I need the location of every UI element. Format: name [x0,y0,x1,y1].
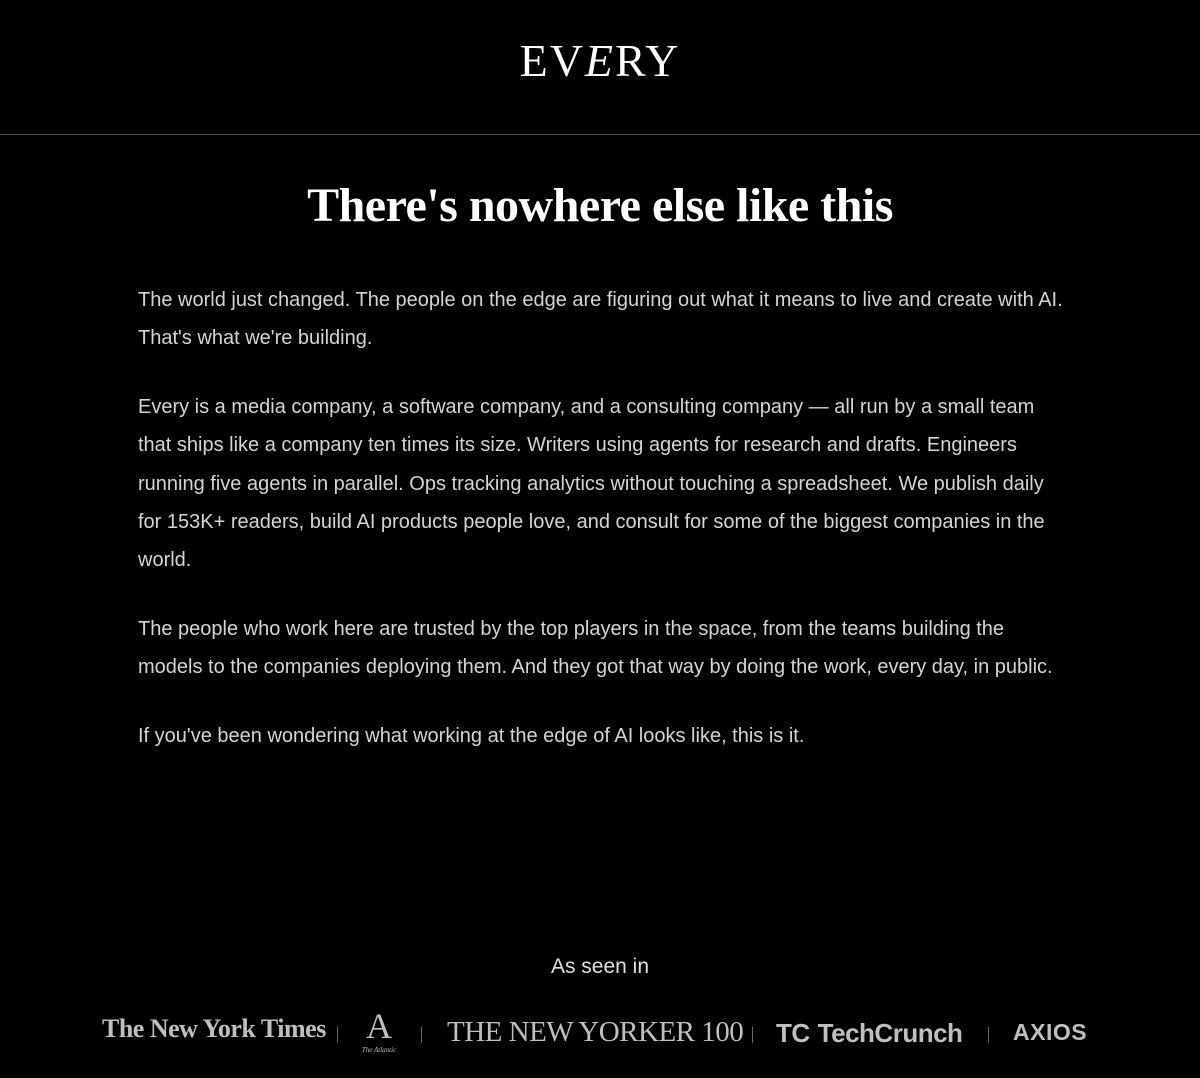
nyt-logo: The New York Times [102,1014,326,1043]
paragraph-intro: The world just changed. The people on the edge are figuring out what it means to live and create with AI. That's what we're building. [138,289,1063,350]
atlantic-logo [358,1008,400,1054]
site-header [0,0,1200,135]
techcrunch-name: TechCrunch [817,1018,963,1048]
paragraph-people: The people who work here are trusted by the top players in the space, from the teams building the models to the companies deploying them. And they got that way by doing the work, every day, in public. [138,617,1053,679]
techcrunch-mark-icon: TC [776,1018,810,1048]
every-logo[interactable] [0,35,1200,87]
press-logos [0,1006,1200,1060]
atlantic-logo-mark: A [366,1006,392,1046]
press-divider [988,1027,989,1043]
logo-text-start: EV [519,35,585,86]
paragraph-company: Every is a media company, a software company, and a consulting company — all run by a small team that ships like a company ten times its size. Writers using agents for research and drafts. Engineers running five agents in parallel. Ops tracking analytics without touching a spreadsheet. We publish daily for 153K+ readers, build AI products people love, and consult for some of the biggest companies in the world. [138,395,1045,572]
page-headline: There's nowhere else like this [307,179,893,232]
techcrunch-logo [776,1018,962,1049]
press-divider [752,1027,753,1043]
press-divider [337,1027,338,1043]
atlantic-logo-name: The Atlantic [361,1046,397,1054]
press-divider [421,1027,422,1043]
logo-text-alt: E [584,35,616,86]
as-seen-in-heading: As seen in [550,955,650,978]
paragraph-closing: If you've been wondering what working at the edge of AI looks like, this is it. [138,724,805,747]
body-copy [138,281,1068,785]
logo-text-end: RY [615,35,681,86]
axios-logo: AXIOS [1013,1019,1088,1045]
new-yorker-logo: THE NEW YORKER 100 [447,1016,744,1048]
